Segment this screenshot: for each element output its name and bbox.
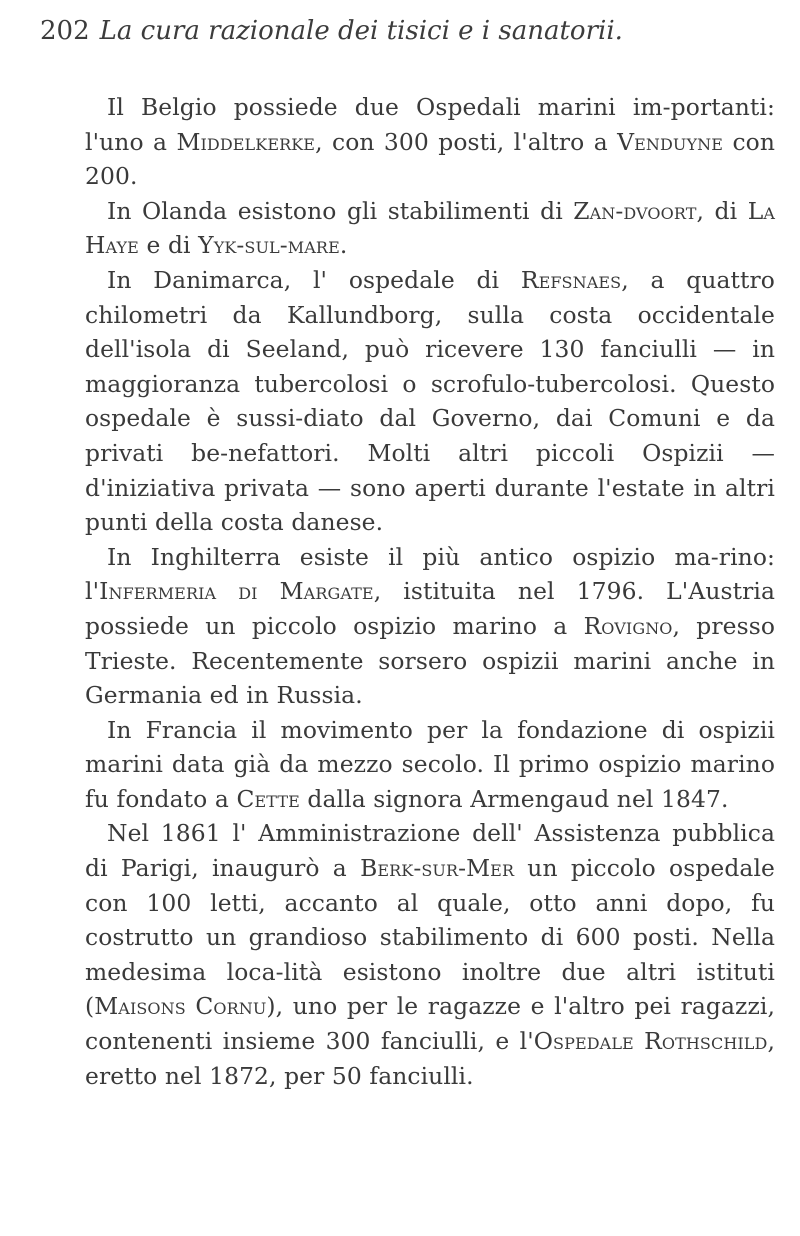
place-name: Middelkerke	[176, 127, 316, 156]
text-run: In Inghilterra esiste il più antico ospizio ma-rino: l'	[85, 542, 775, 606]
text-run: .	[339, 231, 348, 260]
text-run: e di	[138, 231, 199, 260]
text-run: , con 300 posti, l'altro a	[315, 127, 618, 156]
institution-name: Ospedale Rothschild	[533, 1027, 768, 1056]
institution-name: Maisons Cornu	[94, 992, 267, 1021]
place-name: Venduyne	[617, 127, 724, 156]
text-run: con 200.	[85, 127, 775, 191]
place-name: Berk-sur-Mer	[360, 854, 515, 883]
text-run: , a quattro chilometri da Kallundborg, sulla costa occidentale dell'isola di Seeland, può ricevere 130 fanciulli — in maggioranza tubercolosi o scrofulo-tubercolosi. Questo ospedale è sussi-diato dal Governo, dai Comuni e da privati be-nefattori. Molti altri piccoli Ospizii — d'iniziativa privata — sono aperti durante l'estate in altri punti della costa danese.	[85, 265, 775, 537]
text-run: , istituita nel 1796. L'Austria possiede un piccolo ospizio marino a	[85, 577, 775, 640]
text-run: , presso Trieste. Recentemente sorsero ospizii marini anche in Germania ed in Russia.	[85, 611, 775, 710]
institution-name: Infermeria di Margate	[99, 577, 374, 606]
paragraph-danimarca	[85, 263, 775, 540]
text-run: In Francia il movimento per la fondazione di ospizii marini data già da mezzo secolo. Il primo ospizio marino fu fondato a	[85, 715, 775, 813]
text-run: , di	[696, 196, 748, 225]
place-name: Refsnaes	[520, 265, 622, 294]
text-run: dalla signora Armengaud nel 1847.	[299, 784, 729, 813]
text-run: In Olanda esistono gli stabilimenti di	[107, 196, 574, 225]
text-run: , eretto nel 1872, per 50 fanciulli.	[85, 1027, 775, 1090]
page-number: 202	[40, 16, 90, 46]
paragraph-belgio	[85, 90, 775, 194]
place-name: Cette	[236, 784, 300, 813]
paragraph-inghilterra	[85, 540, 775, 713]
text-run: In Danimarca, l' ospedale di	[107, 265, 521, 294]
text-run: un piccolo ospedale con 100 letti, accanto al quale, otto anni dopo, fu costrutto un grandioso stabilimento di 600 posti. Nella medesima loca-lità esistono inoltre due altri istituti (	[85, 854, 775, 1021]
paragraph-francia	[85, 713, 775, 817]
place-name: La Haye	[85, 196, 775, 260]
text-run: ), uno per le ragazze e l'altro pei ragazzi, contenenti insieme 300 fanciulli, e l'	[85, 992, 775, 1056]
place-name: Yyk-sul-mare	[198, 231, 340, 260]
paragraph-olanda	[85, 194, 775, 263]
running-head	[40, 14, 780, 48]
text-run: Il Belgio possiede due Ospedali marini im-portanti: l'uno a	[85, 93, 775, 156]
place-name: Rovigno	[583, 611, 673, 640]
place-name: Zan-dvoort	[573, 196, 697, 225]
running-title: La cura razionale dei tisici e i sanatorii.	[99, 16, 623, 46]
text-run: Nel 1861 l' Amministrazione dell' Assistenza pubblica di Parigi, inaugurò a	[85, 819, 775, 883]
paragraph-parigi	[85, 816, 775, 1093]
body-text	[85, 90, 775, 1093]
